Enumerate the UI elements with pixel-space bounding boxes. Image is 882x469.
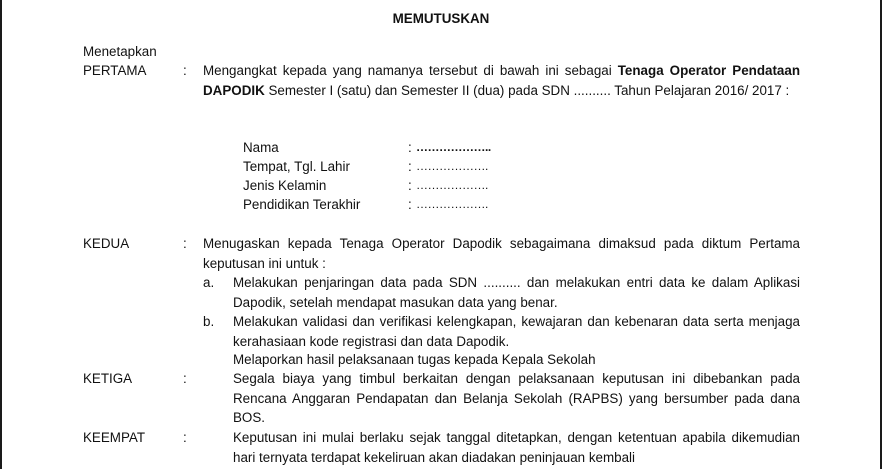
- field-label-jenis-kelamin: Jenis Kelamin: [243, 178, 327, 193]
- field-colon-tempat-lahir: :: [408, 159, 412, 174]
- pertama-colon: :: [183, 63, 187, 78]
- field-label-tempat-lahir: Tempat, Tgl. Lahir: [243, 159, 350, 174]
- document-title: MEMUTUSKAN: [392, 11, 490, 26]
- pertama-text-bold: Tenaga Operator Pendataan DAPODIK: [203, 63, 800, 98]
- field-value-jenis-kelamin: ……………….: [416, 178, 488, 192]
- field-colon-pendidikan: :: [408, 197, 412, 212]
- menetapkan-label: Menetapkan: [83, 44, 157, 59]
- pertama-text-a: Mengangkat kepada yang namanya tersebut di bawah ini sebagai: [203, 63, 618, 78]
- field-value-nama: ………………..: [416, 140, 491, 154]
- kedua-item-a-text: Melakukan penjaringan data pada SDN .......... dan melakukan entri data ke dalam Aplikasi Dapodik, setelah mendapat masukan data yang benar.: [233, 275, 800, 310]
- field-colon-nama: :: [408, 140, 412, 155]
- page-left-border: [0, 0, 2, 469]
- ketiga-label: KETIGA: [83, 371, 133, 386]
- kedua-extra-line: Melaporkan hasil pelaksanaan tugas kepada Kepala Sekolah: [233, 352, 596, 367]
- keempat-label: KEEMPAT: [83, 430, 146, 445]
- field-value-pendidikan: ……………….: [416, 197, 488, 211]
- ketiga-paragraph: Segala biaya yang timbul berkaitan dengan pelaksanaan keputusan ini dibebankan pada Rencana Anggaran Pendapatan dan Belanja Sekolah (RAPBS) yang bersumber pada dana BOS.: [233, 371, 800, 425]
- field-value-tempat-lahir: ……………….: [416, 159, 488, 173]
- pertama-paragraph: [203, 61, 800, 100]
- ketiga-colon: :: [183, 371, 187, 386]
- field-colon-jenis-kelamin: :: [408, 178, 412, 193]
- keempat-paragraph: Keputusan ini mulai berlaku sejak tanggal ditetapkan, dengan ketentuan apabila dikemudian hari ternyata terdapat kekeliruan akan diadakan peninjauan kembali: [233, 430, 800, 465]
- kedua-item-a-marker: a.: [203, 275, 215, 290]
- pertama-text-b: Semester I (satu) dan Semester II (dua) pada SDN .......... Tahun Pelajaran 2016/ 2017 :: [264, 82, 790, 98]
- kedua-label: KEDUA: [83, 236, 130, 251]
- field-label-pendidikan: Pendidikan Terakhir: [243, 197, 361, 212]
- pertama-label: PERTAMA: [83, 63, 147, 78]
- kedua-item-b-marker: b.: [203, 314, 215, 329]
- kedua-item-b-text: Melakukan validasi dan verifikasi kelengkapan, kewajaran dan kebenaran data serta menjaga kerahasiaan kode registrasi dan data Dapodik.: [233, 314, 800, 349]
- kedua-colon: :: [183, 236, 187, 251]
- kedua-intro: Menugaskan kepada Tenaga Operator Dapodik sebagaimana dimaksud pada diktum Pertama keputusan ini untuk :: [203, 236, 800, 271]
- keempat-colon: :: [183, 430, 187, 445]
- field-label-nama: Nama: [243, 140, 279, 155]
